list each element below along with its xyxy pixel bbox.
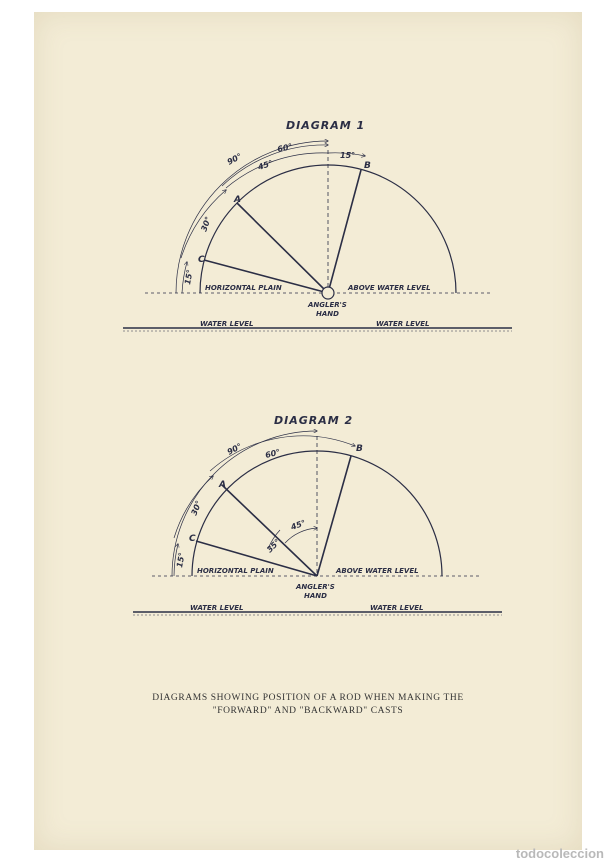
diagram-1-point-c: C <box>198 255 205 265</box>
diagram-1-above-label: ABOVE WATER LEVEL <box>348 284 431 292</box>
diagram-2-point-c: C <box>189 534 196 544</box>
diagram-1-rod-a <box>237 203 328 293</box>
diagram-2-arc-45 <box>285 528 317 543</box>
diagram-2-rod-b <box>317 456 351 576</box>
diagram-1-horizontal-label: HORIZONTAL PLAIN <box>205 284 282 292</box>
diagram-2-point-b: B <box>356 444 363 454</box>
diagram-1-title: DIAGRAM 1 <box>286 119 366 132</box>
diagram-1-angle-30: 30° <box>199 215 214 233</box>
diagram-1-water-right: WATER LEVEL <box>376 320 430 328</box>
diagram-1-angle-45: 45° <box>256 158 275 172</box>
diagram-2-hand-label-1: ANGLER'S <box>296 583 335 591</box>
caption-line-2: "FORWARD" AND "BACKWARD" CASTS <box>212 706 404 716</box>
diagram-2-angle-35: 35° <box>265 537 283 555</box>
diagram-2-angle-45: 45° <box>289 518 307 532</box>
diagram-2-angle-90: 90° <box>225 441 244 457</box>
diagram-1-point-b: B <box>364 161 371 171</box>
diagram-2-water-left: WATER LEVEL <box>190 604 244 612</box>
diagram-1-hand-label-2: HAND <box>316 310 339 318</box>
diagram-2-labels <box>175 414 423 612</box>
diagram-1-angle-15-top: 15° <box>340 151 356 160</box>
diagram-1-angle-15-side: 15° <box>183 268 195 286</box>
caption-line-1: DIAGRAMS SHOWING POSITION OF A ROD WHEN MAKING THE <box>152 693 464 703</box>
diagram-1-angle-60: 60° <box>276 142 294 154</box>
diagram-2-horizontal-label: HORIZONTAL PLAIN <box>197 567 274 575</box>
diagram-1-angle-90: 90° <box>225 151 244 167</box>
diagram-1-hand-circle <box>322 287 334 299</box>
diagram-2-water-right: WATER LEVEL <box>370 604 424 612</box>
caption <box>0 692 616 718</box>
diagram-2-angle-60: 60° <box>264 447 282 460</box>
diagram-2-point-a: A <box>219 480 226 490</box>
diagram-2-hand-label-2: HAND <box>304 592 327 600</box>
diagram-1-hand-label-1: ANGLER'S <box>308 301 347 309</box>
diagram-1-point-a: A <box>234 195 241 205</box>
watermark: todocoleccion <box>515 846 604 861</box>
diagram-2-angle-30: 30° <box>189 499 204 517</box>
diagram-2-angle-15-side: 15° <box>175 551 187 569</box>
diagram-2-above-label: ABOVE WATER LEVEL <box>336 567 419 575</box>
diagram-1-water-left: WATER LEVEL <box>200 320 254 328</box>
diagram-1-rod-b <box>328 170 361 293</box>
diagram-2-title: DIAGRAM 2 <box>274 414 354 427</box>
